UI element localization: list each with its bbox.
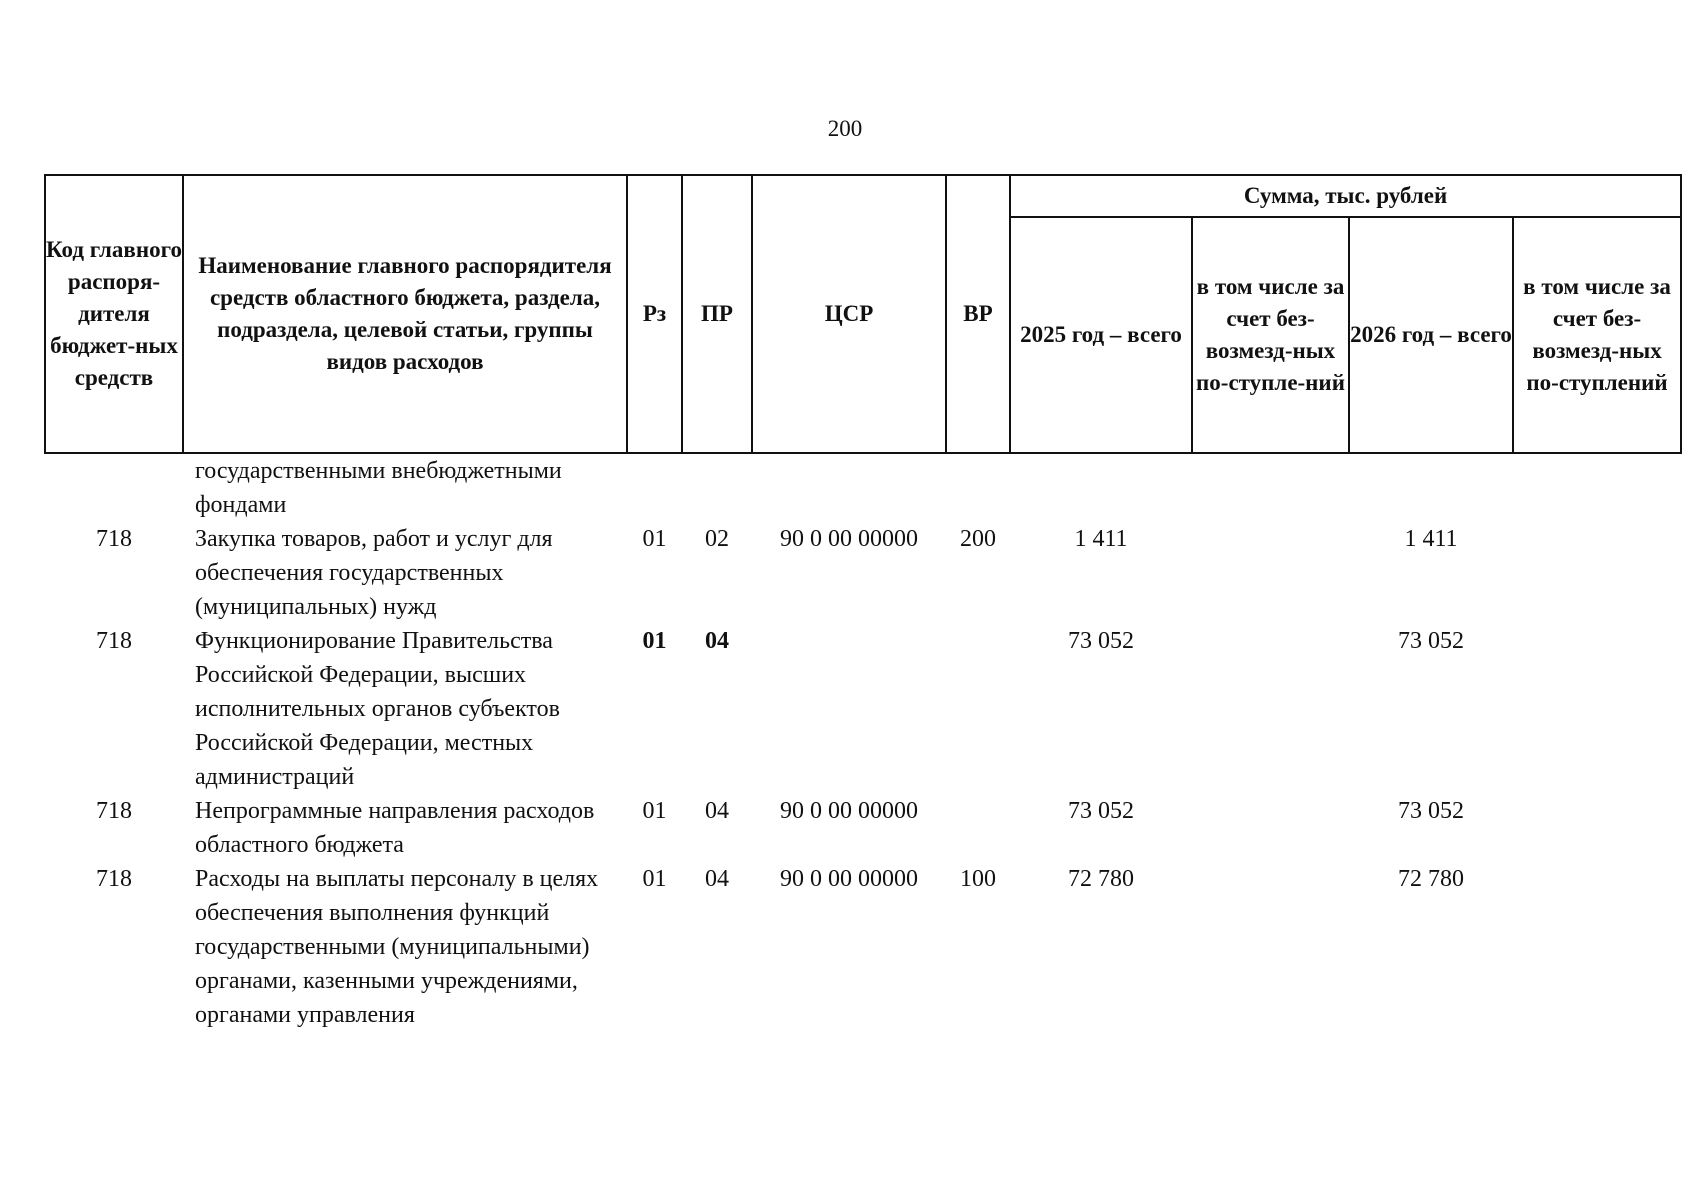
cell-csr: 90 0 00 00000	[780, 798, 918, 824]
cell-grants-2025	[1192, 794, 1349, 862]
cell-vr: 100	[960, 866, 996, 892]
cell-name: Закупка товаров, работ и услуг для обеспечения государственных (муниципальных) нужд	[195, 526, 553, 620]
cell-grants-2026	[1513, 522, 1681, 624]
header-sum-group: Сумма, тыс. рублей	[1010, 175, 1681, 217]
table-row	[45, 624, 1681, 794]
cell-code: 718	[96, 526, 132, 552]
cell-code: 718	[96, 866, 132, 892]
cell-rz: 01	[642, 628, 667, 654]
cell-vr: 200	[960, 526, 996, 552]
cell-code: 718	[96, 628, 132, 654]
cell-sum-2025	[1010, 453, 1192, 522]
table-row	[45, 794, 1681, 862]
cell-pr	[682, 453, 752, 522]
table-row	[45, 522, 1681, 624]
header-2026-grants: в том числе за счет без-возмезд-ных по-ступлений	[1513, 217, 1681, 453]
cell-sum-2026: 1 411	[1404, 526, 1458, 552]
cell-rz: 01	[642, 798, 667, 824]
header-name: Наименование главного распорядителя средств областного бюджета, раздела, подраздела, целевой статьи, группы видов расходов	[183, 175, 627, 453]
table-row	[45, 453, 1681, 522]
cell-sum-2025: 1 411	[1074, 526, 1128, 552]
header-csr: ЦСР	[752, 175, 946, 453]
table-row	[45, 862, 1681, 1032]
cell-rz	[627, 453, 682, 522]
page-number: 200	[827, 116, 863, 141]
cell-vr	[946, 794, 1010, 862]
cell-sum-2026: 72 780	[1398, 866, 1464, 892]
cell-name: Расходы на выплаты персоналу в целях обеспечения выполнения функций государственными (муниципальными) органами, казенными учреждениями, органами управления	[195, 866, 599, 1028]
cell-csr: 90 0 00 00000	[780, 866, 918, 892]
header-vr: ВР	[946, 175, 1010, 453]
cell-rz: 01	[642, 866, 667, 892]
cell-name: Функционирование Правительства Российской Федерации, высших исполнительных органов субъектов Российской Федерации, местных администраций	[195, 628, 560, 790]
cell-sum-2026: 73 052	[1398, 628, 1464, 654]
cell-name: государственными внебюджетными фондами	[195, 458, 562, 518]
cell-code	[45, 453, 183, 522]
cell-csr	[752, 453, 946, 522]
header-2025-grants: в том числе за счет без-возмезд-ных по-ступле-ний	[1192, 217, 1349, 453]
cell-vr	[946, 624, 1010, 794]
cell-pr: 04	[705, 628, 729, 654]
cell-grants-2026	[1513, 862, 1681, 1032]
cell-name: Непрограммные направления расходов областного бюджета	[195, 798, 595, 858]
header-code: Код главного распоря-дителя бюджет-ных средств	[45, 175, 183, 453]
cell-vr	[946, 453, 1010, 522]
cell-grants-2025	[1192, 624, 1349, 794]
cell-grants-2026	[1513, 624, 1681, 794]
cell-pr: 02	[705, 526, 729, 552]
cell-pr: 04	[705, 798, 729, 824]
cell-sum-2025: 72 780	[1068, 866, 1134, 892]
budget-table	[44, 174, 1682, 1032]
cell-code: 718	[96, 798, 132, 824]
cell-grants-2025	[1192, 453, 1349, 522]
cell-grants-2026	[1513, 794, 1681, 862]
table-body	[45, 453, 1681, 1032]
header-pr: ПР	[682, 175, 752, 453]
cell-rz: 01	[642, 526, 667, 552]
cell-grants-2025	[1192, 522, 1349, 624]
header-2025-total: 2025 год – всего	[1010, 217, 1192, 453]
table-header	[45, 175, 1681, 453]
cell-sum-2025: 73 052	[1068, 798, 1134, 824]
cell-sum-2026	[1349, 453, 1513, 522]
cell-grants-2026	[1513, 453, 1681, 522]
header-rz: Рз	[627, 175, 682, 453]
cell-grants-2025	[1192, 862, 1349, 1032]
header-2026-total: 2026 год – всего	[1349, 217, 1513, 453]
cell-sum-2026: 73 052	[1398, 798, 1464, 824]
cell-csr	[752, 624, 946, 794]
cell-sum-2025: 73 052	[1068, 628, 1134, 654]
cell-pr: 04	[705, 866, 729, 892]
cell-csr: 90 0 00 00000	[780, 526, 918, 552]
